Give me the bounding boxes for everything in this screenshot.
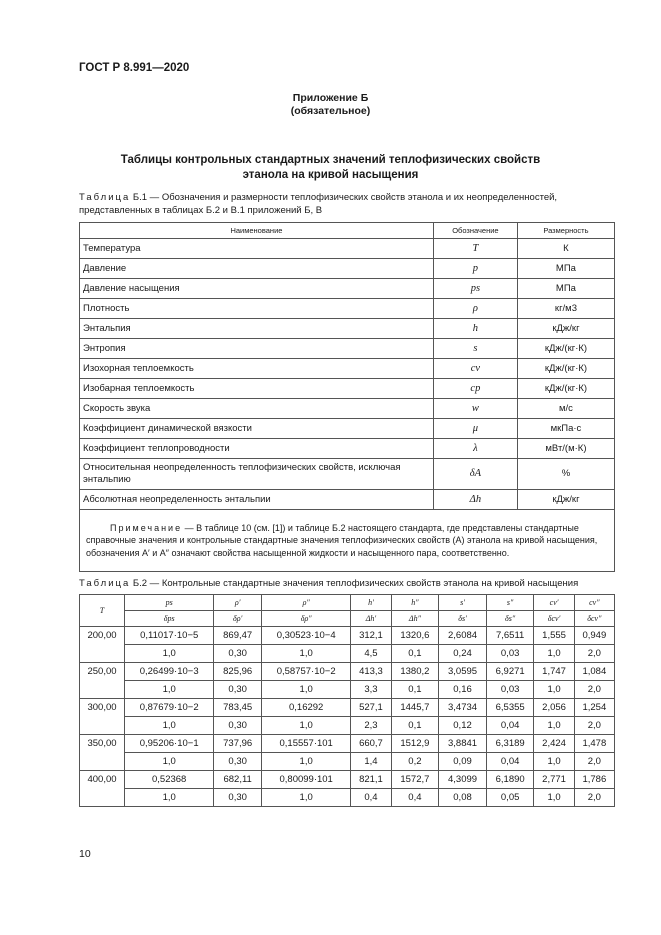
table1-cell-name: Относительная неопределенность теплофизических свойств, исключая энтальпию (80, 459, 434, 490)
table2-cell-uncertainty: 0,2 (391, 753, 439, 771)
table1-cell-unit: кДж/(кг·К) (517, 339, 614, 359)
table1-cell-unit: кДж/(кг·К) (517, 379, 614, 399)
table2-cell-value: 527,1 (351, 699, 391, 717)
table2-cell-value: 1,555 (534, 627, 574, 645)
table2-cell-uncertainty: 2,0 (574, 753, 614, 771)
table1-row (80, 419, 615, 439)
table1-cell-unit: МПа (517, 279, 614, 299)
table1-cell-unit: мкПа·с (517, 419, 614, 439)
section-title (60, 153, 601, 183)
table2-header-temperature: T (80, 595, 125, 627)
table2-row (80, 627, 615, 645)
table2-header-property: cv″ (574, 595, 614, 611)
table2-cell-value: 783,45 (214, 699, 262, 717)
table1-row (80, 259, 615, 279)
table2-cell-value: 0,16292 (261, 699, 350, 717)
table2-cell-value: 0,52368 (125, 771, 214, 789)
table1-cell-unit: кДж/кг (517, 490, 614, 510)
table2-cell-value: 6,9271 (486, 663, 534, 681)
table1-row (80, 339, 615, 359)
table2-uncertainty-row (80, 753, 615, 771)
table2-cell-uncertainty: 2,0 (574, 681, 614, 699)
table1-row (80, 490, 615, 510)
table2-cell-uncertainty: 0,4 (391, 789, 439, 807)
table2-cell-value: 6,5355 (486, 699, 534, 717)
table2-cell-value: 0,80099·101 (261, 771, 350, 789)
table2-cell-uncertainty: 1,0 (261, 753, 350, 771)
table2-cell-value: 6,3189 (486, 735, 534, 753)
table2-header-property: h′ (351, 595, 391, 611)
table2-cell-value: 3,4734 (439, 699, 487, 717)
table1-cell-name: Коэффициент теплопроводности (80, 439, 434, 459)
table2-uncertainty-row (80, 645, 615, 663)
table2-caption (79, 578, 615, 591)
table2-cell-value: 1,254 (574, 699, 614, 717)
table1-cell-symbol: cp (433, 379, 517, 399)
table2-cell-value: 3,0595 (439, 663, 487, 681)
appendix-title: Приложение Б (292, 92, 369, 104)
table2-cell-temperature: 350,00 (80, 735, 125, 771)
table1-row (80, 359, 615, 379)
table2-cell-uncertainty: 0,16 (439, 681, 487, 699)
table2-cell-uncertainty: 1,0 (261, 717, 350, 735)
table2-cell-temperature: 400,00 (80, 771, 125, 807)
table1-cell-name: Изобарная теплоемкость (80, 379, 434, 399)
table1-caption-label: Таблица (79, 192, 131, 203)
table2-cell-value: 3,8841 (439, 735, 487, 753)
page-number: 10 (79, 848, 91, 860)
table2-cell-uncertainty: 2,0 (574, 789, 614, 807)
table1-row (80, 459, 615, 490)
table1-cell-name: Давление (80, 259, 434, 279)
table2-cell-value: 2,771 (534, 771, 574, 789)
table2-header-property: ρ′ (214, 595, 262, 611)
table1-cell-name: Плотность (80, 299, 434, 319)
table2-cell-uncertainty: 0,4 (351, 789, 391, 807)
table1-cell-name: Скорость звука (80, 399, 434, 419)
table2-cell-value: 413,3 (351, 663, 391, 681)
table1-cell-name: Давление насыщения (80, 279, 434, 299)
table2-cell-value: 2,6084 (439, 627, 487, 645)
table2-header-uncertainty: δρ′ (214, 611, 262, 627)
table2-cell-value: 1,786 (574, 771, 614, 789)
table2-cell-uncertainty: 0,04 (486, 753, 534, 771)
table2-cell-uncertainty: 0,30 (214, 645, 262, 663)
table2-cell-uncertainty: 1,0 (534, 717, 574, 735)
table2-header-uncertainty: δcv′ (534, 611, 574, 627)
table1-cell-symbol: δA (433, 459, 517, 490)
table2-header-uncertainty: δps (125, 611, 214, 627)
table2-row (80, 735, 615, 753)
table2-cell-uncertainty: 1,0 (534, 789, 574, 807)
table2-cell-uncertainty: 1,0 (125, 681, 214, 699)
table2-cell-value: 1445,7 (391, 699, 439, 717)
table2-cell-uncertainty: 2,3 (351, 717, 391, 735)
table2-cell-value: 737,96 (214, 735, 262, 753)
table2-cell-value: 0,26499·10−3 (125, 663, 214, 681)
table2-cell-value: 1572,7 (391, 771, 439, 789)
table2-header-property: h″ (391, 595, 439, 611)
table2-cell-uncertainty: 0,30 (214, 681, 262, 699)
table1-cell-symbol: ρ (433, 299, 517, 319)
table2-header-property: s″ (486, 595, 534, 611)
table2-cell-uncertainty: 1,0 (534, 681, 574, 699)
table1-cell-symbol: Δh (433, 490, 517, 510)
table1-caption-text: Обозначения и размерности теплофизических свойств этанола и их неопределенностей, представленных в таблицах Б.2 и В.1 приложений Б, В (79, 192, 558, 216)
table2-cell-value: 1,747 (534, 663, 574, 681)
table1-row (80, 279, 615, 299)
table2-row (80, 771, 615, 789)
table1-cell-symbol: s (433, 339, 517, 359)
table2-cell-uncertainty: 1,0 (261, 645, 350, 663)
table1-row (80, 319, 615, 339)
table2-cell-value: 1320,6 (391, 627, 439, 645)
table2-cell-value: 825,96 (214, 663, 262, 681)
table2-cell-value: 312,1 (351, 627, 391, 645)
table1-row (80, 379, 615, 399)
table2-cell-uncertainty: 0,1 (391, 717, 439, 735)
table2-row (80, 699, 615, 717)
table2-cell-uncertainty: 0,30 (214, 789, 262, 807)
table1-row (80, 299, 615, 319)
table1-cell-symbol: cv (433, 359, 517, 379)
table2-cell-uncertainty: 0,1 (391, 645, 439, 663)
table2-caption-text: Б.2 — Контрольные стандартные значения теплофизических свойств этанола на кривой насыщения (130, 578, 579, 589)
table2-uncertainty-row (80, 681, 615, 699)
table1-body (80, 239, 615, 510)
table2-cell-uncertainty: 4,5 (351, 645, 391, 663)
table1-cell-unit: МПа (517, 259, 614, 279)
table2-cell-value: 0,58757·10−2 (261, 663, 350, 681)
table2-cell-uncertainty: 0,1 (391, 681, 439, 699)
table2-cell-value: 6,1890 (486, 771, 534, 789)
table2-header-uncertainty-row (80, 611, 615, 627)
table2-cell-value: 682,11 (214, 771, 262, 789)
table2-cell-uncertainty: 1,0 (261, 789, 350, 807)
table1-cell-unit: К (517, 239, 614, 259)
table2-header-property: s′ (439, 595, 487, 611)
table1-header-symbol: Обозначение (433, 223, 517, 239)
table1-note-label: Примечание (110, 522, 183, 533)
table1-cell-symbol: h (433, 319, 517, 339)
table1-cell-unit: кДж/(кг·К) (517, 359, 614, 379)
table1-header-row (80, 223, 615, 239)
table2-cell-value: 1,084 (574, 663, 614, 681)
table2-cell-uncertainty: 1,0 (125, 645, 214, 663)
table1-row (80, 239, 615, 259)
table1-cell-name: Абсолютная неопределенность энтальпии (80, 490, 434, 510)
table2-header-uncertainty: Δh′ (351, 611, 391, 627)
table2-cell-value: 869,47 (214, 627, 262, 645)
table2-caption-label: Таблица (79, 578, 131, 589)
table2-cell-value: 4,3099 (439, 771, 487, 789)
table1-cell-symbol: ps (433, 279, 517, 299)
table1-row (80, 399, 615, 419)
table2-uncertainty-row (80, 717, 615, 735)
table2-cell-temperature: 250,00 (80, 663, 125, 699)
table2-cell-uncertainty: 3,3 (351, 681, 391, 699)
table2-cell-temperature: 300,00 (80, 699, 125, 735)
table2-cell-uncertainty: 0,09 (439, 753, 487, 771)
table2-cell-uncertainty: 0,03 (486, 681, 534, 699)
table2-cell-value: 0,95206·10−1 (125, 735, 214, 753)
table2-cell-uncertainty: 0,04 (486, 717, 534, 735)
table1-caption-number: Б.1 — (130, 192, 162, 203)
table2-cell-uncertainty: 1,0 (261, 681, 350, 699)
table1-cell-symbol: w (433, 399, 517, 419)
table2-cell-uncertainty: 1,0 (125, 753, 214, 771)
table1-row (80, 439, 615, 459)
table2-cell-uncertainty: 1,0 (125, 717, 214, 735)
table1-cell-unit: м/с (517, 399, 614, 419)
table2-cell-value: 7,6511 (486, 627, 534, 645)
table2-cell-uncertainty: 0,08 (439, 789, 487, 807)
table1-note-text: — В таблице 10 (см. [1]) и таблице Б.2 настоящего стандарта, где представлены стандартные справочные значения и контрольные стандартные значения теплофизических свойств (A) этанола на кривой насыщения, обозначения A′ и A″ означают свойства насыщенной жидкости и насыщенного пара, соответственно. (86, 522, 598, 558)
table2 (79, 594, 615, 807)
table2-header-property: cv′ (534, 595, 574, 611)
table2-cell-uncertainty: 0,30 (214, 717, 262, 735)
table2-cell-uncertainty: 1,0 (125, 789, 214, 807)
table2-header-uncertainty: δs″ (486, 611, 534, 627)
table1-cell-name: Энтальпия (80, 319, 434, 339)
table1-cell-name: Изохорная теплоемкость (80, 359, 434, 379)
table1-cell-symbol: μ (433, 419, 517, 439)
table1-header-name: Наименование (80, 223, 434, 239)
table1-cell-symbol: T (433, 239, 517, 259)
table2-cell-value: 0,11017·10−5 (125, 627, 214, 645)
table2-cell-value: 0,30523·10−4 (261, 627, 350, 645)
table2-header-row (80, 595, 615, 611)
table2-cell-value: 660,7 (351, 735, 391, 753)
table2-cell-uncertainty: 0,30 (214, 753, 262, 771)
table2-cell-value: 0,87679·10−2 (125, 699, 214, 717)
table1-cell-unit: % (517, 459, 614, 490)
table1-cell-name: Коэффициент динамической вязкости (80, 419, 434, 439)
table2-cell-temperature: 200,00 (80, 627, 125, 663)
appendix-subtitle: (обязательное) (290, 105, 371, 117)
table2-cell-value: 1512,9 (391, 735, 439, 753)
table2-row (80, 663, 615, 681)
table1-cell-symbol: p (433, 259, 517, 279)
table2-header-property: ρ″ (261, 595, 350, 611)
section-title-line-1: Таблицы контрольных стандартных значений теплофизических свойств (120, 154, 541, 166)
table2-cell-value: 2,424 (534, 735, 574, 753)
table2-cell-value: 1,478 (574, 735, 614, 753)
table1-cell-name: Энтропия (80, 339, 434, 359)
table1-note (80, 510, 615, 572)
table1-cell-unit: кДж/кг (517, 319, 614, 339)
table1-note-row (80, 510, 615, 572)
table1-header-unit: Размерность (517, 223, 614, 239)
table2-cell-value: 0,15557·101 (261, 735, 350, 753)
table2-cell-uncertainty: 1,0 (534, 753, 574, 771)
table2-cell-value: 0,949 (574, 627, 614, 645)
section-title-line-2: этанола на кривой насыщения (242, 169, 419, 181)
table2-cell-uncertainty: 0,05 (486, 789, 534, 807)
table2-cell-uncertainty: 0,03 (486, 645, 534, 663)
table1-caption (79, 192, 615, 217)
table2-cell-value: 1380,2 (391, 663, 439, 681)
table2-cell-uncertainty: 1,4 (351, 753, 391, 771)
table1-cell-unit: кг/м3 (517, 299, 614, 319)
table2-header-uncertainty: δs′ (439, 611, 487, 627)
table1-cell-name: Температура (80, 239, 434, 259)
table2-cell-uncertainty: 0,12 (439, 717, 487, 735)
table2-header-uncertainty: δρ″ (261, 611, 350, 627)
table2-cell-value: 2,056 (534, 699, 574, 717)
table2-header-property: ps (125, 595, 214, 611)
table1-cell-symbol: λ (433, 439, 517, 459)
table2-cell-uncertainty: 2,0 (574, 717, 614, 735)
table1 (79, 222, 615, 572)
table2-uncertainty-row (80, 789, 615, 807)
table2-header-uncertainty: Δh″ (391, 611, 439, 627)
table2-cell-uncertainty: 1,0 (534, 645, 574, 663)
table1-cell-unit: мВт/(м·К) (517, 439, 614, 459)
table2-cell-value: 821,1 (351, 771, 391, 789)
table2-header-uncertainty: δcv″ (574, 611, 614, 627)
document-code: ГОСТ Р 8.991—2020 (79, 62, 190, 74)
table2-cell-uncertainty: 2,0 (574, 645, 614, 663)
table2-cell-uncertainty: 0,24 (439, 645, 487, 663)
